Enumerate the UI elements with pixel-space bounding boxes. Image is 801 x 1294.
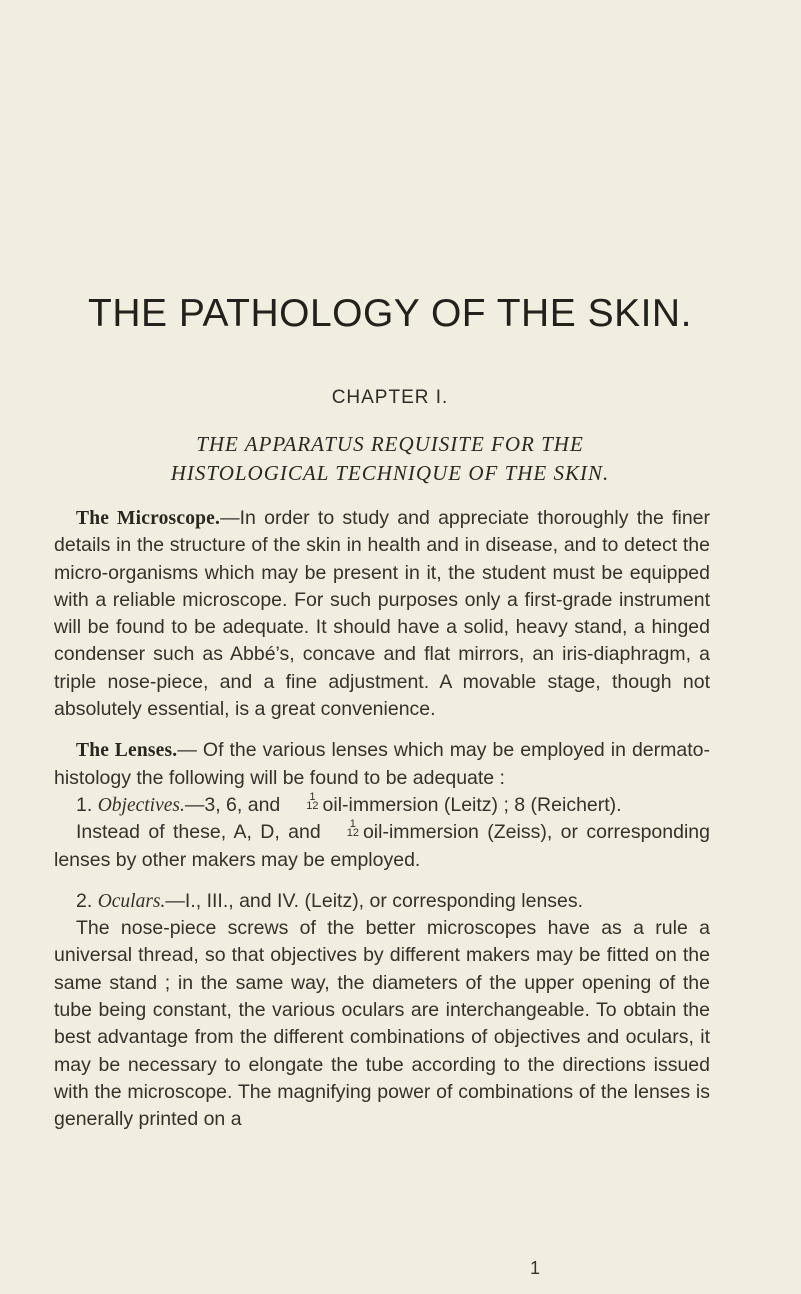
run-in-heading-microscope: The Microscope. [76,508,221,529]
chapter-heading-line-2: HISTOLOGICAL TECHNIQUE OF THE SKIN. [170,461,610,485]
paragraph-microscope [54,505,710,723]
paragraph-objectives [54,792,710,819]
run-in-heading-lenses: The Lenses. [76,740,178,762]
fraction-denominator: 12 [306,799,319,812]
oculars-label: Oculars. [97,890,166,912]
chapter-heading-line-1: THE APPARATUS REQUISITE FOR THE [196,432,584,456]
nose-piece-text: The nose-piece screws of the better microscopes have as a rule a universal thread, so that objectives by different makers may be fitted on the same stand ; in the same way, the diameters of the upper opening of the tube being constant, the various oculars are interchangeable. To obtain the best advantage from the different combinations of objectives and oculars, it may be necessary to elongate the tube according to the directions issued with the microscope. The magnifying power of combinations of the lenses is generally printed on a [54,917,710,1131]
fraction-one-twelfth [284,790,319,812]
list-number-2: 2. [76,889,93,912]
fraction-numerator: 1 [349,818,356,831]
oculars-text: —I., III., and IV. (Leitz), or corresponding lenses. [165,889,584,912]
zeiss-text-after: oil-immersion (Zeiss), or corresponding lenses by other makers may be employed. [54,821,710,871]
fraction-one-twelfth-zeiss [325,820,359,838]
paragraph-oculars [54,888,710,915]
chapter-heading [40,430,740,488]
list-number-1: 1. [76,793,93,816]
objectives-text-before: —3, 6, and [184,793,281,816]
fraction-numerator: 1 [309,790,316,803]
paragraph-zeiss [54,819,710,874]
book-title: THE PATHOLOGY OF THE SKIN. [88,292,692,335]
paragraph-nose-piece [54,915,710,1133]
objectives-label: Objectives. [97,794,185,816]
paragraph-microscope-text: —In order to study and appreciate thoroughly the finer details in the structure of the skin in health and in disease, and to detect the micro-organisms which may be present in it, the student must be equipped with a reliable microscope. For such purposes only a first-grade instrument will be found to be adequate. It should have a solid, heavy stand, a hinged condenser such as Abbé’s, concave and flat mirrors, an iris-diaphragm, a triple nose-piece, and a fine adjustment. A movable stage, though not absolutely essential, is a great convenience. [54,507,711,721]
paragraph-lenses-text: — Of the various lenses which may be employed in dermato-histology the following will be found to be adequate : [54,739,710,789]
objectives-text-after: oil-immersion (Leitz) ; 8 (Reichert). [322,793,622,816]
page-number: 1 [530,1258,541,1278]
body-text [54,505,710,1134]
fraction-denominator: 12 [346,827,359,840]
paragraph-lenses [54,737,710,792]
zeiss-text-before: Instead of these, A, D, and [76,821,321,844]
chapter-label: CHAPTER I. [331,387,449,408]
